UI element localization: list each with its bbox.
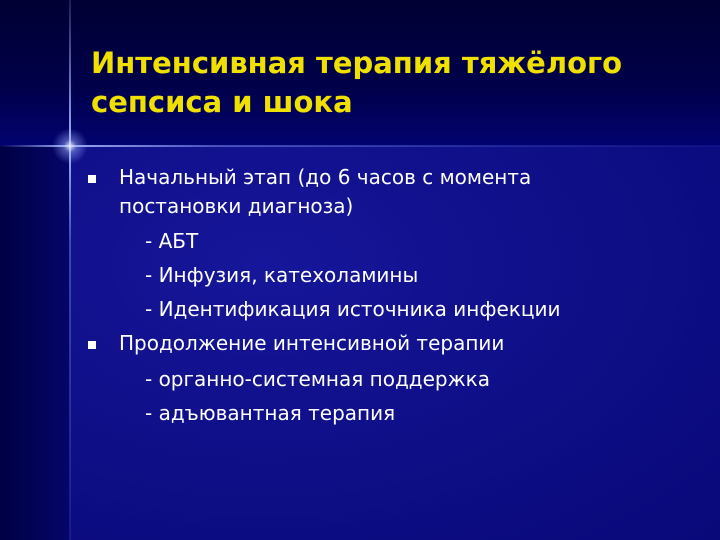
slide-title bbox=[91, 44, 691, 122]
sub-item: - АБТ bbox=[145, 229, 199, 253]
sub-item: - Идентификация источника инфекции bbox=[145, 297, 561, 321]
sparkle-icon bbox=[52, 128, 88, 164]
title-line: Интенсивная терапия тяжёлого bbox=[91, 46, 623, 80]
sub-item: - органно-системная поддержка bbox=[145, 367, 490, 391]
decorative-vertical-line bbox=[69, 0, 71, 540]
title-line: сепсиса и шока bbox=[91, 85, 353, 119]
decorative-horizontal-line bbox=[0, 145, 720, 147]
bullet-text: Продолжение интенсивной терапии bbox=[119, 331, 505, 355]
bullet-marker-icon bbox=[88, 341, 96, 349]
bullet-marker-icon bbox=[88, 175, 96, 183]
bullet-text: постановки диагноза) bbox=[119, 194, 354, 218]
left-band bbox=[0, 146, 70, 540]
bullet-text: Начальный этап (до 6 часов с момента bbox=[119, 165, 532, 189]
sub-item: - адъювантная терапия bbox=[145, 401, 396, 425]
sub-item: - Инфузия, катехоламины bbox=[145, 263, 419, 287]
